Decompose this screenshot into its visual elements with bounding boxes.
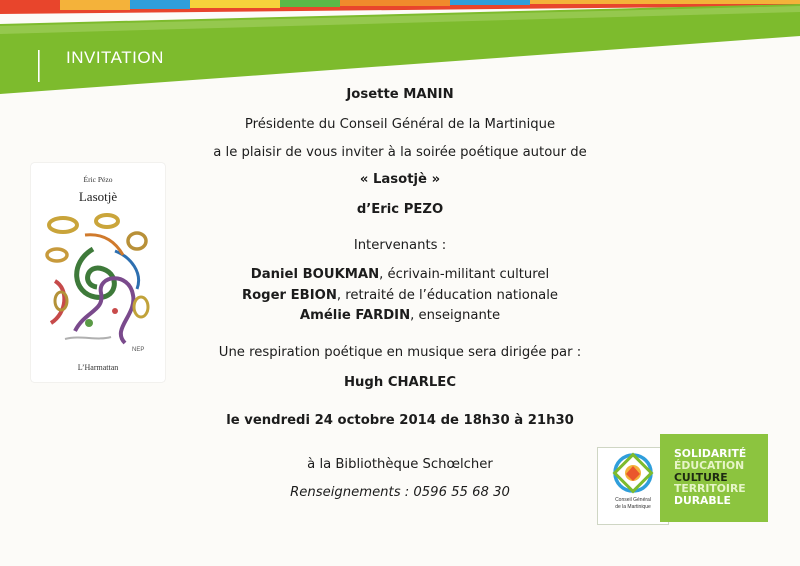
slogan-line: DURABLE <box>674 494 731 508</box>
speaker-name: Roger EBION <box>241 288 337 303</box>
slogan-line: TERRITOIRE <box>674 482 746 496</box>
speaker-name: Amélie FARDIN <box>299 308 411 323</box>
invitation-title: INVITATION <box>66 48 164 67</box>
speaker-line <box>200 268 600 281</box>
book-author: Éric Pézo <box>83 175 113 184</box>
work-author: d’Eric PEZO <box>356 202 444 217</box>
council-logo <box>597 447 669 525</box>
slogan-line: SOLIDARITÉ <box>674 447 747 460</box>
contact-info: Renseignements : 0596 55 68 30 <box>290 485 510 500</box>
speaker-desc: , retraité de l’éducation nationale <box>336 288 559 303</box>
slogan-panel <box>660 434 768 522</box>
host-role: Présidente du Conseil Général de la Martinique <box>244 117 556 132</box>
speaker-line <box>200 289 600 302</box>
event-date: le vendredi 24 octobre 2014 de 18h30 à 21h30 <box>226 413 574 428</box>
speaker-name: Daniel BOUKMAN <box>250 267 380 282</box>
book-cover <box>31 163 165 382</box>
logo-caption: Conseil Général de la Martinique <box>615 497 651 510</box>
slogan-line: CULTURE <box>674 470 728 484</box>
invite-line: a le plaisir de vous inviter à la soirée poétique autour de <box>213 145 587 160</box>
work-title: « Lasotjè » <box>359 172 441 187</box>
council-emblem-icon <box>598 448 668 496</box>
music-director: Hugh CHARLEC <box>343 375 456 390</box>
artist-signature: NEP <box>132 347 145 353</box>
host-name: Josette MANIN <box>346 87 454 102</box>
speaker-desc: , enseignante <box>410 308 501 323</box>
slogan-line: ÉDUCATION <box>674 458 745 472</box>
event-venue: à la Bibliothèque Schœlcher <box>307 457 493 472</box>
book-title: Lasotjè <box>78 189 118 204</box>
book-publisher: L’Harmattan <box>77 363 119 372</box>
speakers-heading: Intervenants : <box>353 238 447 253</box>
speaker-line <box>200 309 600 322</box>
cover-artwork-icon <box>45 211 151 349</box>
music-line: Une respiration poétique en musique sera dirigée par : <box>218 345 582 360</box>
speaker-desc: , écrivain-militant culturel <box>379 267 550 282</box>
